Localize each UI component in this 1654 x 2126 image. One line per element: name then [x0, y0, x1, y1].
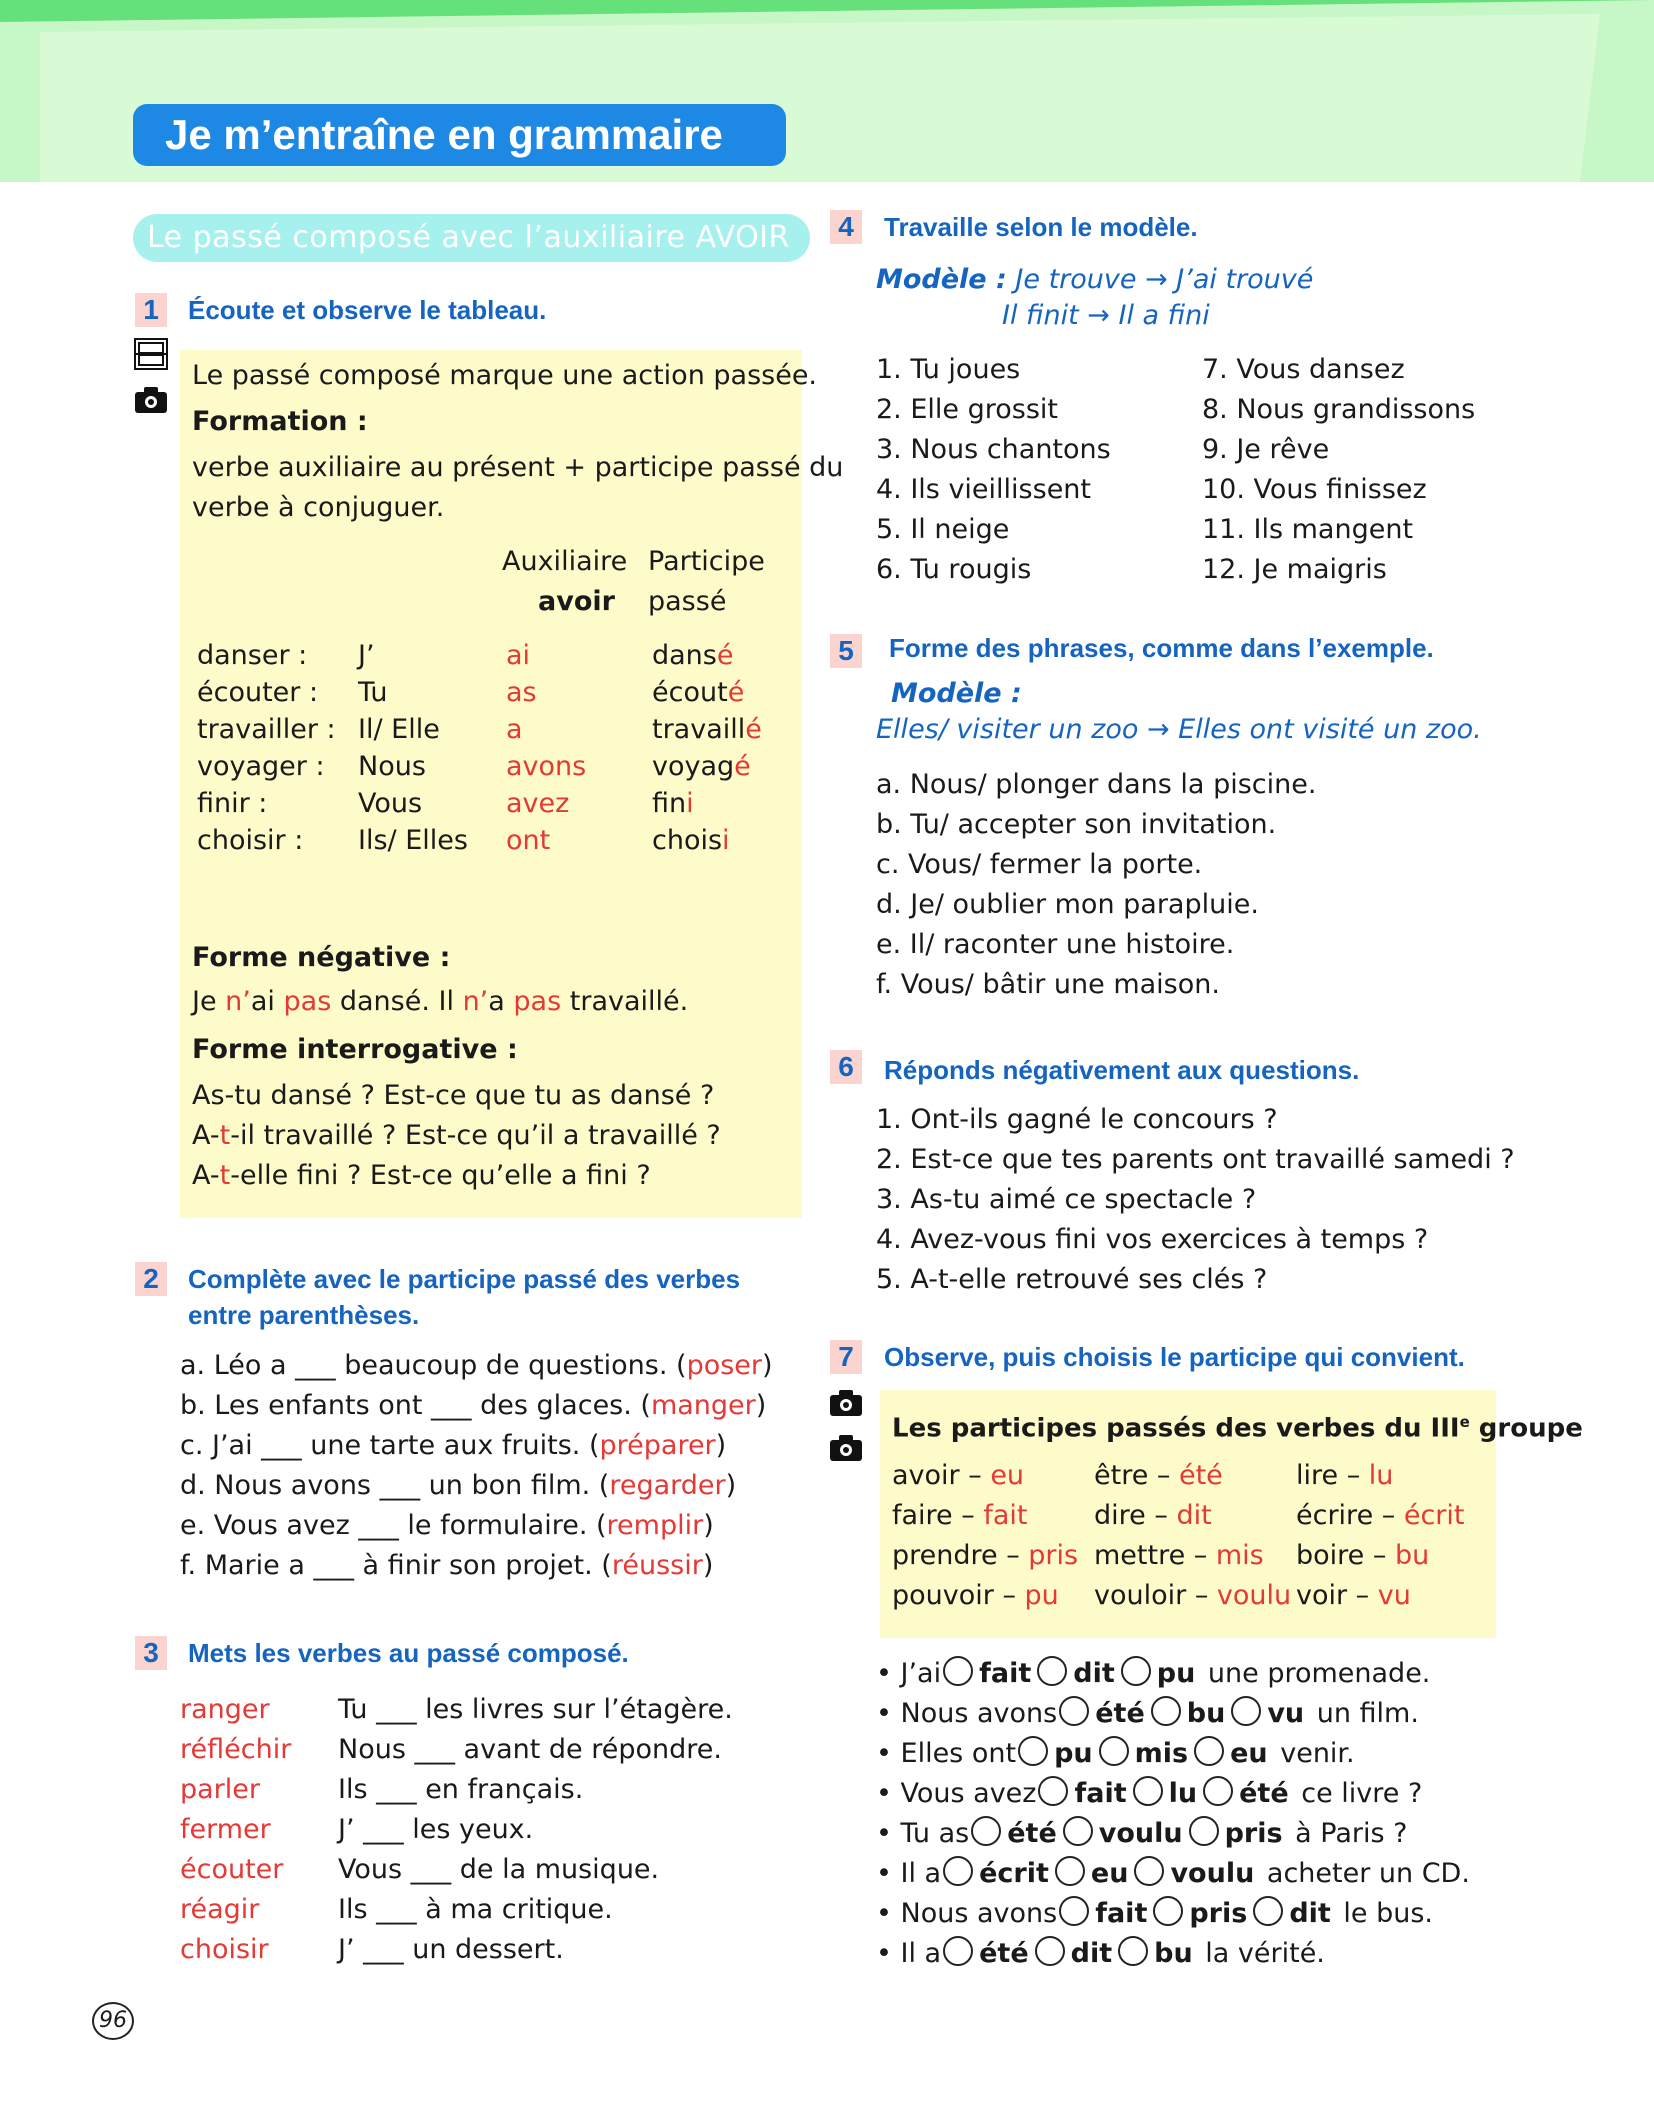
choice-option: pu	[1156, 1658, 1196, 1689]
participle-ending: é	[734, 751, 751, 782]
interrogative-form-label: Forme interrogative :	[192, 1034, 518, 1065]
participle-pair	[1094, 1458, 1223, 1494]
item-text: c. J’ai ___ une tarte aux fruits. (	[180, 1430, 600, 1461]
camera-icon[interactable]	[134, 386, 168, 414]
item-text: b. Les enfants ont ___ des glaces. (	[180, 1390, 651, 1421]
list-item[interactable]: 3. Nous chantons	[876, 434, 1111, 465]
choice-option: bu	[1186, 1698, 1226, 1729]
participles-box-title: Les participes passés des verbes du IIIe groupe	[892, 1413, 1583, 1444]
camera-icon[interactable]	[829, 1434, 863, 1462]
list-item	[876, 1696, 1419, 1732]
interrogative-example: A-t-elle fini ? Est-ce qu’elle a fini ?	[192, 1160, 651, 1191]
conjugation-pronoun: Vous	[358, 788, 423, 819]
conjugation-verb: travailler :	[197, 714, 336, 745]
conjugation-verb: voyager :	[197, 751, 325, 782]
list-item[interactable]: Vous ___ de la musique.	[338, 1854, 660, 1885]
model-example: Modèle : Je trouve → J’ai trouvé	[876, 264, 1314, 295]
list-item	[876, 1816, 1408, 1852]
participle-stem: dans	[652, 640, 717, 671]
item-text: à Paris ?	[1286, 1818, 1408, 1849]
choice-radio[interactable]	[1038, 1776, 1068, 1806]
conjugation-pronoun: J’	[358, 640, 375, 671]
participle-stem: voyag	[652, 751, 735, 782]
exercise-number: 2	[135, 1262, 167, 1296]
list-item	[876, 1856, 1470, 1892]
exercise-instruction: Forme des phrases, comme dans l’exemple.	[889, 633, 1434, 663]
choice-option: dit	[1289, 1898, 1331, 1929]
choice-radio[interactable]	[1153, 1896, 1183, 1926]
conjugation-verb: danser :	[197, 640, 308, 671]
item-text: )	[755, 1390, 767, 1421]
infinitive: pouvoir –	[892, 1580, 1025, 1611]
participle-pair	[1296, 1458, 1393, 1494]
past-participle: vu	[1377, 1580, 1411, 1611]
formation-label: Formation :	[192, 406, 368, 437]
choice-option: été	[1239, 1778, 1289, 1809]
conjugation-participle	[652, 638, 734, 674]
item-text: )	[725, 1470, 737, 1501]
past-participle: mis	[1215, 1540, 1264, 1571]
exercise-instruction: entre parenthèses.	[188, 1300, 420, 1330]
past-participle: pu	[1024, 1580, 1059, 1611]
item-text: )	[715, 1430, 727, 1461]
choice-radio[interactable]	[1118, 1936, 1148, 1966]
list-item[interactable]: 9. Je rêve	[1202, 434, 1330, 465]
conjugation-auxiliary: avons	[506, 751, 587, 782]
list-item[interactable]: 1. Tu joues	[876, 354, 1021, 385]
choice-radio[interactable]	[1134, 1856, 1164, 1886]
participle-pair	[1296, 1578, 1411, 1614]
item-text: • Tu as	[876, 1818, 970, 1849]
past-participle: eu	[990, 1460, 1025, 1491]
list-item	[876, 1736, 1355, 1772]
exercise-instruction: Observe, puis choisis le participe qui convient.	[884, 1342, 1465, 1372]
choice-option: mis	[1134, 1738, 1189, 1769]
conjugation-verb: écouter :	[197, 677, 319, 708]
conjugation-participle	[652, 786, 694, 822]
section-title: Le passé composé avec l’auxiliaire AVOIR	[133, 214, 810, 262]
infinitive: dire –	[1094, 1500, 1177, 1531]
camera-icon[interactable]	[829, 1389, 863, 1417]
item-text: acheter un CD.	[1258, 1858, 1470, 1889]
list-item[interactable]: 4. Avez-vous fini vos exercices à temps ?	[876, 1224, 1429, 1255]
item-text: • Nous avons	[876, 1698, 1058, 1729]
negative-form-example: Je n’ai pas dansé. Il n’a pas travaillé.	[192, 986, 689, 1017]
exercise-number: 3	[135, 1636, 167, 1670]
infinitive: avoir –	[892, 1460, 991, 1491]
list-item[interactable]	[180, 1428, 726, 1464]
participle-ending: i	[686, 788, 694, 819]
choice-radio[interactable]	[1059, 1896, 1089, 1926]
past-participle: bu	[1394, 1540, 1430, 1571]
item-verb: réfléchir	[180, 1734, 292, 1765]
item-text: )	[762, 1350, 773, 1381]
choice-option: eu	[1090, 1858, 1129, 1889]
choice-option: dit	[1070, 1938, 1113, 1969]
conjugation-participle	[652, 823, 730, 859]
column-header-avoir: avoir	[538, 586, 615, 617]
participle-stem: chois	[652, 825, 723, 856]
exercise-number: 7	[830, 1340, 862, 1374]
past-participle: fait	[983, 1500, 1028, 1531]
conjugation-auxiliary: ai	[506, 640, 531, 671]
item-text: d. Nous avons ___ un bon film. (	[180, 1470, 610, 1501]
list-item	[876, 1936, 1325, 1972]
item-verb: poser	[686, 1350, 762, 1381]
list-item[interactable]: b. Tu/ accepter son invitation.	[876, 809, 1277, 840]
participle-pair	[892, 1498, 1027, 1534]
list-item[interactable]: 7. Vous dansez	[1202, 354, 1405, 385]
conjugation-auxiliary: a	[506, 714, 523, 745]
list-item	[876, 1776, 1422, 1812]
participle-ending: é	[745, 714, 762, 745]
choice-option: vu	[1267, 1698, 1305, 1729]
item-text: • Il a	[876, 1938, 942, 1969]
choice-radio[interactable]	[1121, 1656, 1151, 1686]
choice-radio[interactable]	[1151, 1696, 1181, 1726]
conjugation-auxiliary: ont	[506, 825, 551, 856]
list-item[interactable]: 3. As-tu aimé ce spectacle ?	[876, 1184, 1257, 1215]
participle-ending: é	[727, 677, 745, 708]
choice-option: fait	[979, 1658, 1032, 1689]
item-verb: remplir	[606, 1510, 704, 1541]
list-item[interactable]: 5. Il neige	[876, 514, 1010, 545]
film-icon[interactable]	[134, 338, 168, 370]
conjugation-participle	[652, 712, 762, 748]
grammar-rule-box	[180, 350, 844, 1218]
past-participle: été	[1178, 1460, 1223, 1491]
choice-radio[interactable]	[1253, 1896, 1283, 1926]
participle-pair	[892, 1538, 1078, 1574]
infinitive: mettre –	[1094, 1540, 1216, 1571]
exercise-instruction: Travaille selon le modèle.	[884, 212, 1198, 242]
choice-option: voulu	[1098, 1818, 1183, 1849]
participle-ending: i	[722, 825, 730, 856]
list-item[interactable]: a. Nous/ plonger dans la piscine.	[876, 769, 1317, 800]
item-verb: choisir	[180, 1934, 269, 1965]
list-item[interactable]: f. Vous/ bâtir une maison.	[876, 969, 1220, 1000]
exercise-number: 6	[830, 1050, 862, 1084]
column-header-auxiliary: Auxiliaire	[502, 546, 628, 577]
infinitive: vouloir –	[1094, 1580, 1217, 1611]
choice-option: été	[979, 1938, 1029, 1969]
list-item[interactable]	[180, 1548, 713, 1584]
conjugation-pronoun: Tu	[358, 677, 388, 708]
infinitive: boire –	[1296, 1540, 1395, 1571]
formation-text: verbe auxiliaire au présent + participe passé du	[192, 452, 844, 483]
participles-box	[880, 1390, 1583, 1638]
item-verb: ranger	[180, 1694, 270, 1725]
list-item[interactable]	[180, 1468, 736, 1504]
exercise-instruction: Mets les verbes au passé composé.	[188, 1638, 629, 1668]
exercise-number: 5	[830, 634, 862, 668]
infinitive: voir –	[1296, 1580, 1378, 1611]
item-verb: regarder	[609, 1470, 726, 1501]
list-item	[876, 1656, 1430, 1692]
participle-pair	[1296, 1538, 1429, 1574]
participle-pair	[1094, 1538, 1264, 1574]
choice-option: voulu	[1170, 1858, 1255, 1889]
list-item[interactable]: c. Vous/ fermer la porte.	[876, 849, 1203, 880]
item-text: • J’ai	[876, 1658, 942, 1689]
choice-radio[interactable]	[1189, 1816, 1219, 1846]
list-item	[876, 1896, 1433, 1932]
choice-radio[interactable]	[1063, 1816, 1093, 1846]
conjugation-pronoun: Nous	[358, 751, 426, 782]
list-item[interactable]: 10. Vous finissez	[1202, 474, 1427, 505]
conjugation-verb: finir :	[197, 788, 268, 819]
list-item[interactable]: d. Je/ oublier mon parapluie.	[876, 889, 1259, 920]
item-verb: réussir	[611, 1550, 703, 1581]
list-item[interactable]: e. Il/ raconter une histoire.	[876, 929, 1235, 960]
choice-radio[interactable]	[1055, 1856, 1085, 1886]
choice-radio[interactable]	[1099, 1736, 1129, 1766]
list-item[interactable]: Ils ___ à ma critique.	[338, 1894, 613, 1925]
conjugation-auxiliary: as	[506, 677, 537, 708]
participle-pair	[1094, 1578, 1291, 1614]
past-participle: écrit	[1403, 1500, 1465, 1531]
model-example: Elles/ visiter un zoo → Elles ont visité un zoo.	[876, 714, 1482, 745]
item-verb: écouter	[180, 1854, 284, 1885]
past-participle: pris	[1028, 1540, 1079, 1571]
participle-stem: travaill	[652, 714, 746, 745]
choice-radio[interactable]	[943, 1656, 973, 1686]
formation-text: verbe à conjuguer.	[192, 492, 445, 523]
item-text: la vérité.	[1196, 1938, 1325, 1969]
item-text: )	[703, 1510, 714, 1541]
choice-option: été	[1007, 1818, 1057, 1849]
participle-pair	[1094, 1498, 1212, 1534]
choice-radio[interactable]	[1194, 1736, 1224, 1766]
conjugation-pronoun: Il/ Elle	[358, 714, 440, 745]
page-number: 96	[92, 2002, 134, 2040]
choice-option: été	[1095, 1698, 1145, 1729]
item-text: • Nous avons	[876, 1898, 1058, 1929]
list-item[interactable]: Nous ___ avant de répondre.	[338, 1734, 722, 1765]
list-item[interactable]: 11. Ils mangent	[1202, 514, 1414, 545]
exercise-number: 1	[135, 293, 167, 327]
list-item[interactable]: J’ ___ les yeux.	[338, 1814, 534, 1845]
list-item[interactable]: J’ ___ un dessert.	[338, 1934, 564, 1965]
choice-radio[interactable]	[1203, 1776, 1233, 1806]
list-item[interactable]: 2. Elle grossit	[876, 394, 1058, 425]
list-item[interactable]	[180, 1388, 766, 1424]
list-item[interactable]: Ils ___ en français.	[338, 1774, 584, 1805]
list-item[interactable]: 8. Nous grandissons	[1202, 394, 1476, 425]
exercise-instruction: Complète avec le participe passé des verbes	[188, 1264, 741, 1294]
choice-option: eu	[1230, 1738, 1268, 1769]
item-text: f. Marie a ___ à finir son projet. (	[180, 1550, 612, 1581]
choice-radio[interactable]	[1059, 1696, 1089, 1726]
conjugation-pronoun: Ils/ Elles	[358, 825, 468, 856]
item-text: )	[702, 1550, 714, 1581]
column-header-participle: Participe	[648, 546, 765, 577]
item-text: • Elles ont	[876, 1738, 1017, 1769]
list-item[interactable]: Tu ___ les livres sur l’étagère.	[338, 1694, 733, 1725]
item-text: un film.	[1308, 1698, 1419, 1729]
conjugation-participle	[652, 675, 744, 711]
item-text: a. Léo a ___ beaucoup de questions. (	[180, 1350, 687, 1381]
list-item[interactable]	[180, 1348, 773, 1384]
choice-option: fait	[1074, 1778, 1127, 1809]
participle-stem: fin	[652, 788, 687, 819]
choice-radio[interactable]	[1231, 1696, 1261, 1726]
past-participle: voulu	[1216, 1580, 1292, 1611]
exercise-instruction: Réponds négativement aux questions.	[884, 1055, 1360, 1085]
participle-pair	[892, 1578, 1059, 1614]
item-verb: manger	[650, 1390, 756, 1421]
exercise-number: 4	[830, 210, 862, 244]
item-text: • Vous avez	[876, 1778, 1037, 1809]
conjugation-participle	[652, 749, 751, 785]
choice-option: bu	[1154, 1938, 1193, 1969]
item-verb: fermer	[180, 1814, 271, 1845]
interrogative-example: As-tu dansé ? Est-ce que tu as dansé ?	[192, 1080, 715, 1111]
choice-radio[interactable]	[943, 1856, 973, 1886]
infinitive: faire –	[892, 1500, 984, 1531]
list-item[interactable]: 2. Est-ce que tes parents ont travaillé samedi ?	[876, 1144, 1515, 1175]
model-label: Modèle :	[891, 678, 1022, 709]
choice-option: fait	[1095, 1898, 1148, 1929]
list-item[interactable]: 12. Je maigris	[1202, 554, 1387, 585]
column-header-past: passé	[648, 586, 727, 617]
participle-ending: é	[716, 640, 734, 671]
item-text: e. Vous avez ___ le formulaire. (	[180, 1510, 607, 1541]
item-text: ce livre ?	[1292, 1778, 1423, 1809]
infinitive: écrire –	[1296, 1500, 1404, 1531]
exercise-instruction[interactable]: Écoute et observe le tableau.	[188, 295, 547, 325]
past-participle: lu	[1368, 1460, 1394, 1491]
item-verb: préparer	[599, 1430, 716, 1461]
choice-radio[interactable]	[943, 1936, 973, 1966]
infinitive: prendre –	[892, 1540, 1029, 1571]
choice-option: pris	[1224, 1818, 1283, 1849]
choice-radio[interactable]	[1133, 1776, 1163, 1806]
past-participle: dit	[1176, 1500, 1212, 1531]
participle-pair	[892, 1458, 1024, 1494]
choice-radio[interactable]	[1035, 1936, 1065, 1966]
list-item[interactable]: 5. A-t-elle retrouvé ses clés ?	[876, 1264, 1268, 1295]
participle-stem: écout	[652, 677, 728, 708]
choice-option: écrit	[979, 1858, 1049, 1889]
item-text: venir.	[1271, 1738, 1355, 1769]
choice-option: pris	[1189, 1898, 1248, 1929]
choice-option: lu	[1168, 1778, 1198, 1809]
choice-radio[interactable]	[1037, 1656, 1067, 1686]
item-verb: réagir	[180, 1894, 260, 1925]
choice-radio[interactable]	[971, 1816, 1001, 1846]
item-text: • Il a	[876, 1858, 942, 1889]
list-item[interactable]	[180, 1508, 714, 1544]
choice-option: dit	[1073, 1658, 1115, 1689]
item-text: le bus.	[1334, 1898, 1434, 1929]
page-title: Je m’entraîne en grammaire	[133, 104, 786, 166]
conjugation-auxiliary: avez	[506, 788, 570, 819]
choice-option: pu	[1054, 1738, 1093, 1769]
list-item[interactable]: 4. Ils vieillissent	[876, 474, 1091, 505]
model-example: Il finit → Il a fini	[1002, 300, 1210, 331]
negative-form-label: Forme négative :	[192, 942, 451, 973]
list-item[interactable]: 6. Tu rougis	[876, 554, 1032, 585]
item-verb: parler	[180, 1774, 260, 1805]
choice-radio[interactable]	[1018, 1736, 1048, 1766]
item-text: une promenade.	[1199, 1658, 1431, 1689]
infinitive: être –	[1094, 1460, 1179, 1491]
conjugation-verb: choisir :	[197, 825, 304, 856]
list-item[interactable]: 1. Ont-ils gagné le concours ?	[876, 1104, 1278, 1135]
interrogative-example: A-t-il travaillé ? Est-ce qu’il a travaillé ?	[192, 1120, 721, 1151]
rule-intro: Le passé composé marque une action passée.	[192, 360, 818, 391]
infinitive: lire –	[1296, 1460, 1369, 1491]
participle-pair	[1296, 1498, 1465, 1534]
